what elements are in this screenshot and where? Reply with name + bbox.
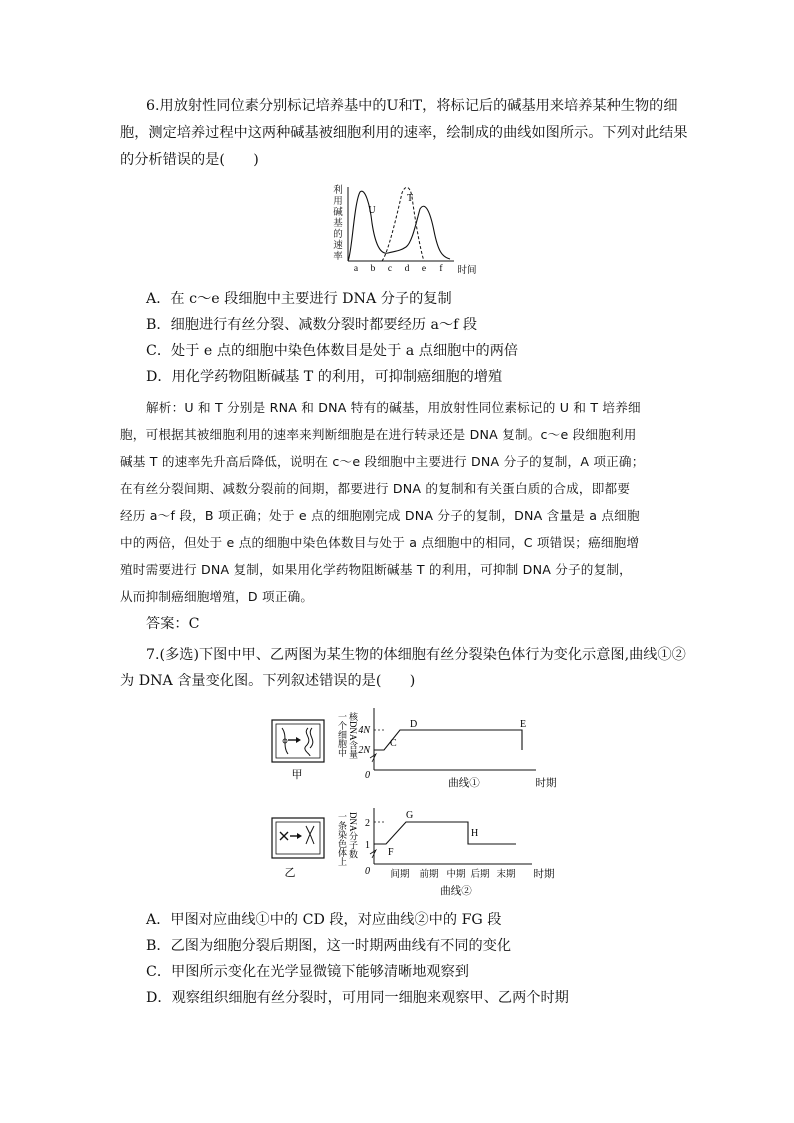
- yi-label: 乙: [284, 867, 296, 879]
- q6-explanation-line-7: 殖时需要进行 DNA 复制，如果用化学药物阻断碱基 T 的利用，可抑制 DNA 分子的复制，: [120, 562, 632, 577]
- q7-stem-line-2: 为 DNA 含量变化图。下列叙述错误的是( ): [120, 673, 416, 689]
- jia-label: 甲: [291, 769, 303, 781]
- chart1-xaxis-label: 时期: [535, 778, 557, 789]
- jia-cell-image: [272, 720, 324, 762]
- q6-explanation-line-4: 在有丝分裂间期、减数分裂前的间期，都要进行 DNA 的复制和有关蛋白质的合成，即都要: [120, 481, 631, 496]
- chart2-phase-anaphase: 后期: [470, 870, 490, 880]
- q6-explanation-line-6: 中的两倍，但处于 e 点的细胞中染色体数目与处于 a 点细胞中的相同，C 项错误；癌细胞增: [120, 535, 640, 550]
- q6-ylabel-char: 利: [333, 186, 343, 196]
- q6-tick-e: e: [421, 264, 427, 274]
- chart2-point-h: H: [471, 828, 479, 839]
- chart1-point-e: E: [520, 719, 527, 730]
- q6-u-curve: [348, 191, 450, 261]
- q7-option-b: B．乙图为细胞分裂后期图，这一时期两曲线有不同的变化: [146, 938, 512, 954]
- q6-stem-line-3: 的分析错误的是( ): [120, 152, 259, 168]
- q6-option-b: B．细胞进行有丝分裂、减数分裂时都要经历 a～f 段: [146, 317, 478, 333]
- chart2-phase-telophase: 末期: [496, 870, 516, 880]
- chart1-tick-0: 0: [365, 770, 370, 781]
- q7-chart2: [337, 808, 555, 897]
- q6-tick-f: f: [439, 264, 443, 274]
- q6-ylabel-char: 碱: [333, 208, 343, 218]
- q6-explanation-line-1: 解析：U 和 T 分别是 RNA 和 DNA 特有的碱基，用放射性同位素标记的 U 和 T 培养细: [146, 400, 641, 415]
- q6-ylabel-char: 的: [333, 230, 343, 240]
- q6-tick-d: d: [404, 264, 410, 274]
- q6-option-a: A．在 c～e 段细胞中主要进行 DNA 分子的复制: [146, 291, 452, 307]
- q6-explanation-line-8: 从而抑制癌细胞增殖，D 项正确。: [120, 589, 314, 604]
- q6-u-label: U: [368, 205, 376, 216]
- q7-mitosis-figure: [266, 702, 560, 898]
- chart2-ylabel-2: DNA分子数: [348, 812, 358, 859]
- q6-tick-a: a: [353, 264, 359, 274]
- chart2-point-g: G: [406, 810, 414, 821]
- q6-rate-chart: [330, 183, 482, 275]
- q6-stem-line-2: 胞，测定培养过程中这两种碱基被细胞利用的速率，绘制成的曲线如图所示。下列对此结果: [120, 125, 688, 141]
- q7-option-d: D．观察组织细胞有丝分裂时，可用同一细胞来观察甲、乙两个时期: [146, 990, 569, 1006]
- chart2-tick-1: 1: [365, 840, 370, 851]
- chart2-ylabel-1: 一条染色体上: [337, 812, 347, 866]
- chart1-point-c: C: [390, 738, 397, 749]
- yi-cell-image: [272, 818, 324, 858]
- chart2-phase-metaphase: 中期: [446, 870, 466, 880]
- q7-option-a: A．甲图对应曲线①中的 CD 段，对应曲线②中的 FG 段: [146, 912, 502, 928]
- q6-tick-c: c: [387, 264, 393, 274]
- q6-ylabel-char: 用: [333, 197, 343, 207]
- q6-t-curve: [382, 187, 424, 261]
- q7-option-c: C．甲图所示变化在光学显微镜下能够清晰地观察到: [146, 964, 469, 980]
- chart2-tick-2: 2: [365, 818, 370, 829]
- q6-explanation-line-5: 经历 a～f 段，B 项正确；处于 e 点的细胞刚完成 DNA 分子的复制，DNA 含量是 a 点细胞: [120, 508, 640, 523]
- chart1-tick-2n: 2N: [358, 745, 370, 756]
- chart2-xaxis-label: 时期: [533, 869, 555, 880]
- q6-option-c: C．处于 e 点的细胞中染色体数目是处于 a 点细胞中的两倍: [146, 343, 519, 359]
- chart2-point-f: F: [388, 847, 394, 858]
- q6-answer: 答案：C: [146, 616, 200, 632]
- chart2-phase-interphase: 间期: [390, 870, 410, 880]
- q7-stem-line-1: 7.(多选)下图中甲、乙两图为某生物的体细胞有丝分裂染色体行为变化示意图,曲线①②: [146, 647, 686, 663]
- q6-xlabel: 时间: [457, 266, 477, 275]
- chart2-curve: [374, 822, 516, 844]
- q7-chart1: [337, 708, 557, 789]
- chart1-tick-4n: 4N: [358, 725, 370, 736]
- chart1-ylabel-2: 核DNA含量: [348, 712, 358, 759]
- q6-ylabel-char: 基: [333, 219, 343, 229]
- chart2-xlabel: 曲线②: [440, 886, 472, 897]
- chart2-tick-0: 0: [365, 866, 370, 877]
- q6-tick-b: b: [370, 264, 376, 274]
- q6-explanation-line-3: 碱基 T 的速率先升高后降低，说明在 c～e 段细胞中主要进行 DNA 分子的复制，A 项正确；: [120, 454, 645, 469]
- chart1-xlabel: 曲线①: [448, 778, 480, 789]
- q6-stem-line-1: 6.用放射性同位素分别标记培养基中的U和T，将标记后的碱基用来培养某种生物的细: [146, 98, 678, 114]
- q6-ylabel-char: 率: [333, 252, 343, 262]
- chart1-ylabel-1: 一个细胞中: [337, 712, 347, 757]
- q6-option-d: D．用化学药物阻断碱基 T 的利用，可抑制癌细胞的增殖: [146, 369, 503, 385]
- chart2-phase-prophase: 前期: [419, 870, 439, 880]
- q6-explanation-line-2: 胞，可根据其被细胞利用的速率来判断细胞是在进行转录还是 DNA 复制。c～e 段细胞利用: [120, 427, 637, 442]
- chart1-point-d: D: [410, 719, 418, 730]
- q6-t-label: T: [406, 193, 414, 204]
- q6-ylabel-char: 速: [333, 241, 343, 251]
